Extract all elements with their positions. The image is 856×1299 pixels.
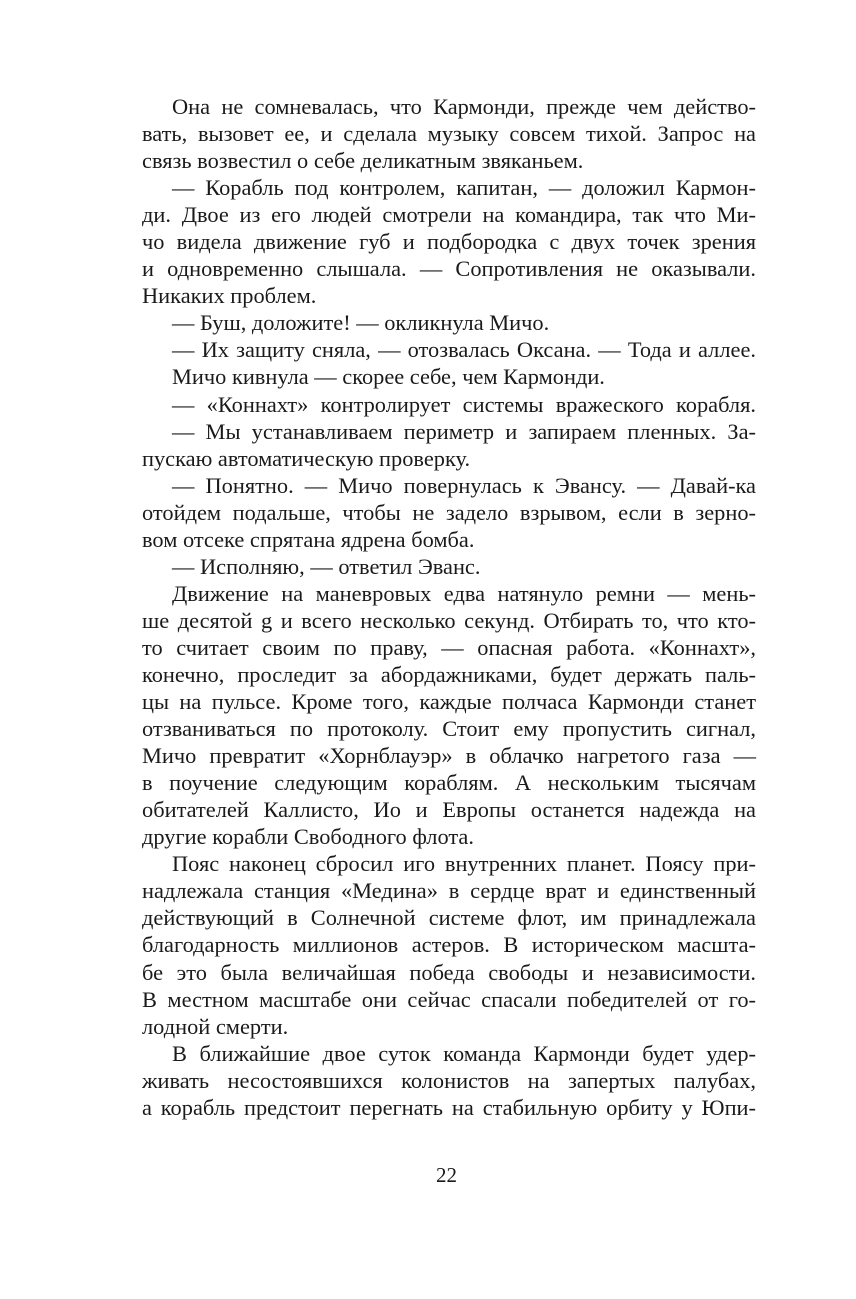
text-line: связь возвестил о себе деликатным звяканьем. <box>142 148 584 174</box>
text-line: то считает своим по праву, — опасная работа. «Коннахт», <box>142 634 756 660</box>
text-line: — Буш, доложите! — окликнула Мичо. <box>172 310 550 336</box>
text-line: и одновременно слышала. — Сопротивления не оказывали. <box>142 256 756 282</box>
text-line: отойдем подальше, чтобы не задело взрывом, если в зерно- <box>142 499 756 525</box>
text-line: — Мы устанавливаем периметр и запираем пленных. За- <box>172 418 756 444</box>
text-line: Мичо превратит «Хорнблауэр» в облачко нагретого газа — <box>142 743 756 769</box>
text-line: Никаких проблем. <box>142 283 317 309</box>
text-line: ди. Двое из его людей смотрели на командира, так что Ми- <box>142 202 756 228</box>
text-line: — Понятно. — Мичо повернулась к Эвансу. — Давай-ка <box>172 472 756 498</box>
text-line: пускаю автоматическую проверку. <box>142 445 471 471</box>
text-line: надлежала станция «Медина» в сердце врат и единственный <box>142 878 756 904</box>
text-line: — Корабль под контролем, капитан, — доложил Кармон- <box>172 175 756 201</box>
text-line: чо видела движение губ и подбородка с двух точек зрения <box>142 229 756 255</box>
text-line: вом отсеке спрятана ядрена бомба. <box>142 526 475 552</box>
text-line: в поучение следующим кораблям. А нескольким тысячам <box>142 770 756 796</box>
text-line: обитателей Каллисто, Ио и Европы останется надежда на <box>142 797 756 823</box>
text-line: Мичо кивнула — скорее себе, чем Кармонди. <box>172 364 605 390</box>
text-line: В местном масштабе они сейчас спасали победителей от го- <box>142 986 756 1012</box>
text-line: живать несостоявшихся колонистов на запертых палубах, <box>142 1067 756 1093</box>
text-line: отзваниваться по протоколу. Стоит ему пропустить сигнал, <box>142 716 756 742</box>
book-page-text <box>142 93 756 1121</box>
text-line: конечно, проследит за абордажниками, будет держать паль- <box>142 661 756 687</box>
text-line: — Исполняю, — ответил Эванс. <box>172 553 481 579</box>
text-line: — Их защиту сняла, — отозвалась Оксана. — Тода и аллее. <box>172 337 756 363</box>
text-line: другие корабли Свободного флота. <box>142 824 474 850</box>
text-line: — «Коннахт» контролирует системы вражеского корабля. <box>172 391 756 417</box>
text-line: вать, вызовет ее, и сделала музыку совсем тихой. Запрос на <box>142 121 756 147</box>
text-line: лодной смерти. <box>142 1013 289 1039</box>
text-line: Она не сомневалась, что Кармонди, прежде чем действо- <box>172 94 756 119</box>
text-line: Пояс наконец сбросил иго внутренних планет. Поясу при- <box>172 851 756 877</box>
text-line: цы на пульсе. Кроме того, каждые полчаса Кармонди станет <box>142 689 756 715</box>
text-line: В ближайшие двое суток команда Кармонди будет удер- <box>172 1040 756 1066</box>
page-number: 22 <box>436 1163 457 1187</box>
text-line: а корабль предстоит перегнать на стабильную орбиту у Юпи- <box>142 1094 756 1120</box>
text-line: благодарность миллионов астеров. В историческом масшта- <box>142 932 756 958</box>
text-line: действующий в Солнечной системе флот, им принадлежала <box>142 905 756 931</box>
text-line: ше десятой g и всего несколько секунд. Отбирать то, что кто- <box>142 607 756 633</box>
text-line: бе это была величайшая победа свободы и независимости. <box>142 959 756 985</box>
text-line: Движение на маневровых едва натянуло ремни — мень- <box>172 580 756 606</box>
